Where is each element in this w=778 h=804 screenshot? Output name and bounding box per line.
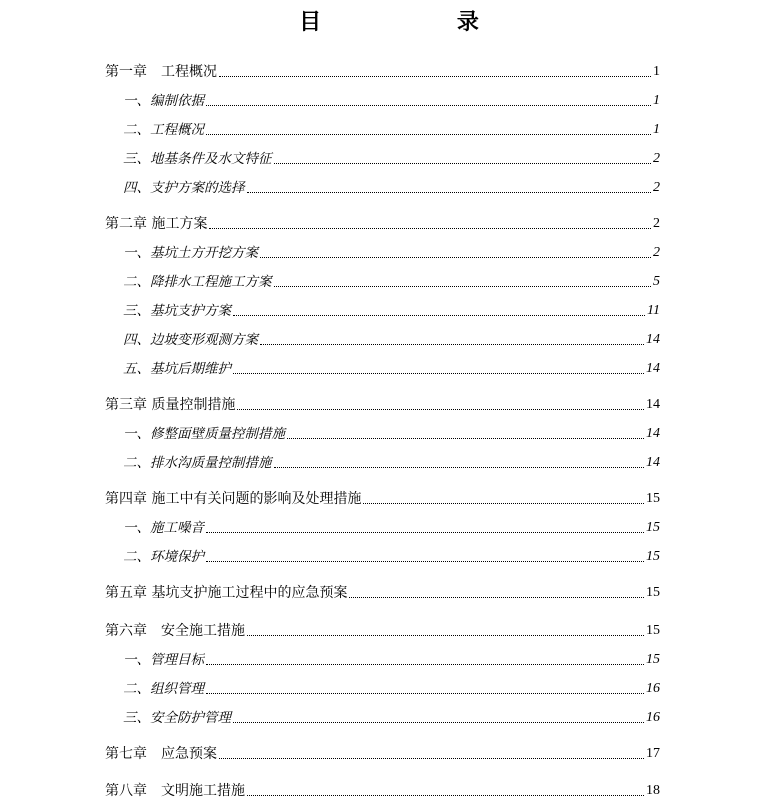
dot-leader [233,372,644,374]
dot-leader [206,531,644,533]
toc-entry-label: 二、组织管理 [123,681,204,697]
toc-entry-label: 五、基坑后期维护 [123,361,231,377]
dot-leader [206,104,651,106]
dot-leader [247,191,652,193]
dot-leader [274,162,652,164]
toc-chapter-entry[interactable] [105,582,660,602]
toc-chapter-entry[interactable] [105,488,660,508]
toc-chapter-entry[interactable] [105,61,660,81]
toc-page-number: 15 [646,491,660,506]
dot-leader [363,502,644,504]
toc-chapter-entry[interactable] [105,213,660,233]
dot-leader [206,133,651,135]
toc-entry-label: 三、基坑支护方案 [123,303,231,319]
toc-page-number: 15 [646,652,660,667]
dot-leader [219,757,644,759]
toc-entry-label: 一、基坑土方开挖方案 [123,245,258,261]
toc-section-entry[interactable] [105,649,660,669]
toc-page-number: 15 [646,549,660,564]
dot-leader [206,663,644,665]
toc-page-number: 1 [653,64,660,79]
toc-section-entry[interactable] [105,678,660,698]
toc-section-entry[interactable] [105,148,660,168]
toc-page-number: 15 [646,520,660,535]
toc-entry-label: 第一章 工程概况 [105,64,217,80]
toc-page-number: 2 [653,180,660,195]
toc-entry-label: 二、降排水工程施工方案 [123,274,272,290]
toc-entry-label: 一、编制依据 [123,93,204,109]
toc-title: 目 录 [299,10,543,35]
dot-leader [206,560,644,562]
toc-section-entry[interactable] [105,517,660,537]
toc-page-number: 14 [646,332,660,347]
toc-page-number: 2 [653,151,660,166]
dot-leader [219,75,651,77]
dot-leader [274,466,645,468]
dot-leader [237,408,644,410]
toc-section-entry[interactable] [105,546,660,566]
toc-page-number: 16 [646,681,660,696]
dot-leader [206,692,644,694]
toc-chapter-entry[interactable] [105,394,660,414]
toc-entry-label: 第五章 基坑支护施工过程中的应急预案 [105,585,348,601]
dot-leader [233,721,644,723]
toc-entry-label: 四、边坡变形观测方案 [123,332,258,348]
toc-page-number: 11 [647,303,660,318]
dot-leader [349,596,644,598]
toc-section-entry[interactable] [105,242,660,262]
toc-entry-label: 三、地基条件及水文特征 [123,151,272,167]
toc-section-entry[interactable] [105,329,660,349]
toc-section-entry[interactable] [105,358,660,378]
toc-chapter-entry[interactable] [105,743,660,763]
toc-entry-label: 第六章 安全施工措施 [105,623,245,639]
toc-entry-label: 四、支护方案的选择 [123,180,245,196]
toc-section-entry[interactable] [105,119,660,139]
dot-leader [247,634,644,636]
dot-leader [274,285,652,287]
dot-leader [260,256,651,258]
toc-entry-label: 二、环境保护 [123,549,204,565]
toc-section-entry[interactable] [105,423,660,443]
toc-entry-label: 一、管理目标 [123,652,204,668]
toc-page-number: 15 [646,623,660,638]
toc-page-number: 14 [646,397,660,412]
toc-page-number: 14 [646,426,660,441]
toc-section-entry[interactable] [105,452,660,472]
toc-page-number: 18 [646,783,660,798]
dot-leader [209,227,651,229]
dot-leader [247,794,644,796]
toc-section-entry[interactable] [105,707,660,727]
toc-entry-label: 三、安全防护管理 [123,710,231,726]
toc-entry-label: 二、排水沟质量控制措施 [123,455,272,471]
toc-page-number: 16 [646,710,660,725]
toc-page-number: 1 [653,122,660,137]
toc-entry-label: 一、修整面壁质量控制措施 [123,426,285,442]
dot-leader [287,437,644,439]
dot-leader [233,314,645,316]
toc-section-entry[interactable] [105,271,660,291]
toc-entry-label: 一、施工噪音 [123,520,204,536]
toc-entry-label: 第四章 施工中有关问题的影响及处理措施 [105,491,362,507]
toc-section-entry[interactable] [105,177,660,197]
toc-entry-label: 第八章 文明施工措施 [105,783,245,799]
toc-section-entry[interactable] [105,300,660,320]
toc-entry-label: 第七章 应急预案 [105,746,217,762]
toc-section-entry[interactable] [105,90,660,110]
toc-chapter-entry[interactable] [105,780,660,800]
toc-chapter-entry[interactable] [105,620,660,640]
toc-page-number: 5 [653,274,660,289]
dot-leader [260,343,644,345]
toc-page-number: 14 [646,455,660,470]
toc-page-number: 14 [646,361,660,376]
toc-page-number: 15 [646,585,660,600]
toc-entry-label: 第三章 质量控制措施 [105,397,236,413]
toc-entry-label: 第二章 施工方案 [105,216,208,232]
toc-page-number: 2 [653,216,660,231]
toc-page-number: 2 [653,245,660,260]
toc-page-number: 1 [653,93,660,108]
toc-page-number: 17 [646,746,660,761]
toc-entry-label: 二、工程概况 [123,122,204,138]
